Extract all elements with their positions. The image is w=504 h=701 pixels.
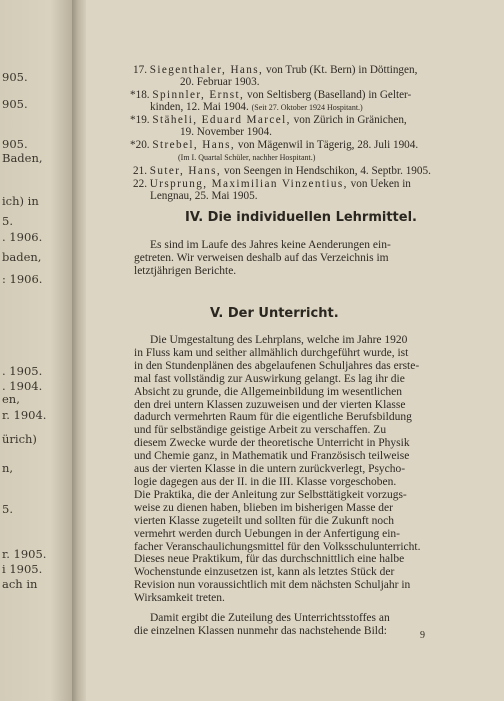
left-fragment: . 1904.	[2, 379, 43, 393]
section-heading: IV. Die individuellen Lehrmittel.	[185, 210, 417, 225]
left-fragment: 905.	[2, 137, 28, 151]
page-number: 9	[420, 630, 425, 641]
student-entry-line: 17. Siegenthaler, Hans, von Trub (Kt. Bern) in Döttingen,	[133, 64, 418, 76]
left-fragment: ürich)	[2, 432, 37, 446]
book-gutter	[72, 0, 86, 701]
student-entry-continuation: kinden, 12. Mai 1904. (Seit 27. Oktober 1924 Hospitant.)	[150, 101, 363, 113]
student-entry-line: 21. Suter, Hans, von Seengen in Hendschikon, 4. Septbr. 1905.	[133, 165, 431, 177]
left-fragment: ich) in	[2, 194, 39, 208]
left-fragment: baden,	[2, 250, 42, 264]
student-entry-line: 22. Ursprung, Maximilian Vinzentius, von Ueken in	[133, 178, 411, 190]
student-entry-continuation: 20. Februar 1903.	[180, 76, 260, 88]
section-paragraph: Damit ergibt die Zuteilung des Unterrichtsstoffes an die einzelnen Klassen nunmehr das nachstehende Bild:	[134, 612, 390, 637]
student-entry-continuation: Lengnau, 25. Mai 1905.	[150, 190, 258, 202]
left-fragment: 5.	[2, 502, 13, 516]
left-fragment: . 1905.	[2, 364, 43, 378]
entry-note: (Im I. Quartal Schüler, nachher Hospitant.)	[178, 153, 316, 162]
left-fragment: r. 1905.	[2, 547, 47, 561]
left-fragment: 5.	[2, 214, 13, 228]
entry-note: (Seit 27. Oktober 1924 Hospitant.)	[251, 103, 363, 112]
left-fragment: ach in	[2, 577, 38, 591]
left-fragment: : 1906.	[2, 272, 43, 286]
left-fragment: Baden,	[2, 151, 43, 165]
section-paragraph: Es sind im Laufe des Jahres keine Aenderungen ein- getreten. Wir verweisen deshalb auf das Verzeichnis im letztjährigen Berichte.	[134, 239, 391, 277]
left-fragment: r. 1904.	[2, 408, 47, 422]
student-entry-line: *19. Stäheli, Eduard Marcel, von Zürich in Gränichen,	[130, 114, 407, 126]
left-page-edge	[0, 0, 72, 701]
section-heading: V. Der Unterricht.	[210, 306, 339, 321]
section-paragraph: Die Umgestaltung des Lehrplans, welche im Jahre 1920 in Fluss kam und seither allmählich durchgeführt wurde, ist in den Stundenplänen des abgelaufenen Schuljahres das erste- mal fast vollständig zur Auswirkung gelangt. Es lag ihr die Absicht zu grunde, die Allgemeinbildung im wesentlichen den drei untern Klassen zuzuweisen und der vierten Klasse dadurch vermehrten Raum für die eigentliche Berufsbildung und für selbständige geistige Arbeit zu verschaffen. Zu diesem Zwecke wurde der theoretische Unterricht in Physik und Chemie ganz, in Mathematik und Französisch teilweise aus der vierten Klasse in die untern zurückverlegt, Psycho- logie dagegen aus der II. in die III. Klasse vorgeschoben. Die Praktika, die der Anleitung zur Selbsttätigkeit vorzugs- weise zu dienen haben, blieben im bisherigen Masse der vierten Klasse zugeteilt und sollten für die Zukunft noch vermehrt werden durch Uebungen in der Anfertigung ein- facher Veranschaulichungsmittel für den Volksschulunterricht. Dieses neue Praktikum, für das durchschnittlich eine halbe Wochenstunde einzusetzen ist, kann als letztes Stück der Revision nun voraussichtlich mit dem nächsten Schuljahr in Wirksamkeit treten.	[134, 334, 421, 605]
left-fragment: 905.	[2, 97, 28, 111]
left-fragment: . 1906.	[2, 230, 43, 244]
student-entry-continuation: 19. November 1904.	[180, 126, 272, 138]
left-fragment: en,	[2, 392, 20, 406]
left-fragment: 905.	[2, 70, 28, 84]
left-fragment: n,	[2, 461, 14, 475]
left-fragment: i 1905.	[2, 562, 43, 576]
student-entry-line: *20. Strebel, Hans, von Mägenwil in Tägerig, 28. Juli 1904.	[130, 139, 419, 151]
student-entry-line: *18. Spinnler, Ernst, von Seltisberg (Baselland) in Gelter-	[130, 89, 412, 101]
